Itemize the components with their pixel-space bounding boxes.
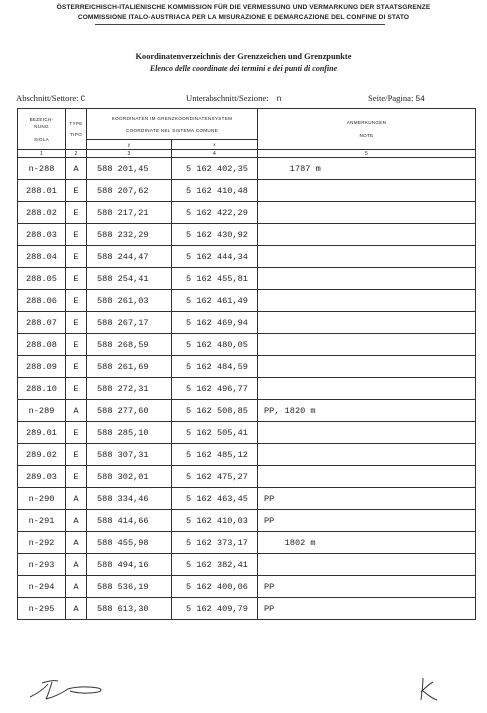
cell-note: PP xyxy=(258,598,476,620)
cell-y: 588 536,19 xyxy=(87,576,172,598)
cell-note: 1787 m xyxy=(258,158,476,180)
table-row xyxy=(18,576,476,598)
cell-y: 588 455,98 xyxy=(87,532,172,554)
cell-y: 588 613,30 xyxy=(87,598,172,620)
cell-sigla: 288.07 xyxy=(18,312,66,334)
signature-right xyxy=(417,676,441,702)
cell-note xyxy=(258,246,476,268)
cell-x: 5 162 463,45 xyxy=(172,488,258,510)
subsection-value: n xyxy=(276,95,282,104)
cell-note: PP xyxy=(258,488,476,510)
cell-note xyxy=(258,378,476,400)
cell-type: A xyxy=(66,400,87,422)
cell-x: 5 162 430,92 xyxy=(172,224,258,246)
subsection-field xyxy=(186,93,281,104)
cell-x: 5 162 373,17 xyxy=(172,532,258,554)
cell-sigla: n-288 xyxy=(18,158,66,180)
header-x: x xyxy=(172,140,258,150)
document-title-german: Koordinatenverzeichnis der Grenzzeichen und Grenzpunkte xyxy=(135,52,352,61)
cell-type: E xyxy=(66,312,87,334)
cell-type: A xyxy=(66,598,87,620)
signature-left xyxy=(28,675,108,703)
cell-x: 5 162 475,27 xyxy=(172,466,258,488)
table-row xyxy=(18,488,476,510)
cell-type: E xyxy=(66,290,87,312)
document-title-italian: Elenco delle coordinate dei termini e dei punti di confine xyxy=(149,64,338,73)
cell-type: E xyxy=(66,268,87,290)
cell-sigla: 288.08 xyxy=(18,334,66,356)
section-field xyxy=(16,93,85,104)
table-row xyxy=(18,422,476,444)
header-notes xyxy=(258,109,476,150)
cell-sigla: 288.01 xyxy=(18,180,66,202)
cell-y: 588 244,47 xyxy=(87,246,172,268)
cell-sigla: 288.03 xyxy=(18,224,66,246)
cell-x: 5 162 410,03 xyxy=(172,510,258,532)
cell-type: E xyxy=(66,180,87,202)
cell-y: 588 201,45 xyxy=(87,158,172,180)
cell-type: A xyxy=(66,488,87,510)
cell-sigla: n-289 xyxy=(18,400,66,422)
column-number-2: 2 xyxy=(66,150,87,158)
cell-note xyxy=(258,422,476,444)
header-coordinates-german: KOORDINATEN IM GRENZKOORDINATENSYSTEM xyxy=(111,115,233,121)
table-row xyxy=(18,598,476,620)
cell-note xyxy=(258,334,476,356)
cell-type: E xyxy=(66,202,87,224)
header-coordinates-italian: COORDINATE NEL SISTEMA COMUNE xyxy=(126,127,218,133)
cell-type: A xyxy=(66,158,87,180)
header-y: y xyxy=(87,140,172,150)
cell-x: 5 162 444,34 xyxy=(172,246,258,268)
cell-sigla: 288.04 xyxy=(18,246,66,268)
header-coordinates xyxy=(87,109,258,140)
cell-y: 588 261,69 xyxy=(87,356,172,378)
cell-y: 588 334,46 xyxy=(87,488,172,510)
cell-y: 588 267,17 xyxy=(87,312,172,334)
cell-y: 588 277,60 xyxy=(87,400,172,422)
header-designation xyxy=(18,109,66,150)
table-row xyxy=(18,378,476,400)
cell-type: E xyxy=(66,246,87,268)
cell-type: A xyxy=(66,576,87,598)
table-row xyxy=(18,202,476,224)
cell-y: 588 207,62 xyxy=(87,180,172,202)
cell-type: A xyxy=(66,510,87,532)
cell-type: E xyxy=(66,378,87,400)
cell-x: 5 162 484,59 xyxy=(172,356,258,378)
cell-y: 588 285,10 xyxy=(87,422,172,444)
header-notes-german: ANMERKUNGEN xyxy=(346,120,387,125)
cell-type: E xyxy=(66,356,87,378)
section-label: Abschnitt/Settore: xyxy=(16,93,79,103)
cell-y: 588 268,59 xyxy=(87,334,172,356)
subsection-label: Unterabschnitt/Sezione: xyxy=(186,93,269,103)
table-row xyxy=(18,334,476,356)
cell-note xyxy=(258,202,476,224)
cell-x: 5 162 461,49 xyxy=(172,290,258,312)
table-row xyxy=(18,290,476,312)
commission-title-german: ÖSTERREICHISCH-ITALIENISCHE KOMMISSION FÜR DIE VERMESSUNG UND VERMARKUNG DER STAATSGRENZE xyxy=(56,4,431,11)
cell-sigla: 288.06 xyxy=(18,290,66,312)
cell-y: 588 302,01 xyxy=(87,466,172,488)
cell-x: 5 162 382,41 xyxy=(172,554,258,576)
table-row xyxy=(18,444,476,466)
cell-type: A xyxy=(66,532,87,554)
cell-note xyxy=(258,290,476,312)
header-designation-german: BEZEICH-NUNG xyxy=(29,116,54,129)
cell-x: 5 162 410,48 xyxy=(172,180,258,202)
cell-sigla: n-293 xyxy=(18,554,66,576)
cell-sigla: 289.01 xyxy=(18,422,66,444)
cell-note xyxy=(258,356,476,378)
cell-note: PP xyxy=(258,510,476,532)
column-number-4: 4 xyxy=(172,150,258,158)
cell-note: 1802 m xyxy=(258,532,476,554)
cell-sigla: 289.03 xyxy=(18,466,66,488)
table-row xyxy=(18,356,476,378)
header-designation-italian: SIGLA xyxy=(33,136,50,142)
cell-note xyxy=(258,444,476,466)
cell-x: 5 162 508,85 xyxy=(172,400,258,422)
cell-y: 588 414,66 xyxy=(87,510,172,532)
coordinate-table xyxy=(17,108,476,620)
cell-sigla: 288.05 xyxy=(18,268,66,290)
cell-x: 5 162 480,05 xyxy=(172,334,258,356)
table-row xyxy=(18,532,476,554)
cell-note xyxy=(258,554,476,576)
cell-y: 588 254,41 xyxy=(87,268,172,290)
cell-sigla: 289.02 xyxy=(18,444,66,466)
commission-title-italian: COMMISSIONE ITALO-AUSTRIACA PER LA MISURAZIONE E DEMARCAZIONE DEL CONFINE DI STATO xyxy=(77,14,410,21)
cell-sigla: n-295 xyxy=(18,598,66,620)
cell-x: 5 162 409,79 xyxy=(172,598,258,620)
table-row xyxy=(18,224,476,246)
table-row xyxy=(18,312,476,334)
cell-type: E xyxy=(66,422,87,444)
column-number-3: 3 xyxy=(87,150,172,158)
cell-x: 5 162 422,29 xyxy=(172,202,258,224)
cell-note xyxy=(258,268,476,290)
cell-type: E xyxy=(66,444,87,466)
cell-y: 588 232,29 xyxy=(87,224,172,246)
cell-sigla: n-290 xyxy=(18,488,66,510)
cell-y: 588 307,31 xyxy=(87,444,172,466)
cell-sigla: n-291 xyxy=(18,510,66,532)
table-row xyxy=(18,400,476,422)
table-row xyxy=(18,510,476,532)
cell-sigla: 288.09 xyxy=(18,356,66,378)
cell-x: 5 162 485,12 xyxy=(172,444,258,466)
cell-sigla: 288.10 xyxy=(18,378,66,400)
cell-x: 5 162 400,06 xyxy=(172,576,258,598)
cell-type: E xyxy=(66,334,87,356)
column-number-1: 1 xyxy=(18,150,66,158)
table-row xyxy=(18,158,476,180)
cell-note xyxy=(258,224,476,246)
cell-type: E xyxy=(66,224,87,246)
cell-x: 5 162 402,35 xyxy=(172,158,258,180)
table-row xyxy=(18,268,476,290)
cell-note xyxy=(258,312,476,334)
header-notes-italian: NOTE xyxy=(359,133,374,138)
cell-y: 588 494,16 xyxy=(87,554,172,576)
table-row xyxy=(18,246,476,268)
section-value: C xyxy=(80,95,86,104)
page-number-field xyxy=(368,93,425,104)
cell-x: 5 162 496,77 xyxy=(172,378,258,400)
table-row xyxy=(18,180,476,202)
cell-sigla: 288.02 xyxy=(18,202,66,224)
cell-note xyxy=(258,180,476,202)
cell-sigla: n-292 xyxy=(18,532,66,554)
table-row xyxy=(18,466,476,488)
column-number-5: 5 xyxy=(258,150,476,158)
cell-type: E xyxy=(66,466,87,488)
cell-note: PP xyxy=(258,576,476,598)
cell-note: PP, 1820 m xyxy=(258,400,476,422)
cell-x: 5 162 455,81 xyxy=(172,268,258,290)
page-number-value: 54 xyxy=(415,95,425,104)
header-type xyxy=(66,109,87,150)
header-type-italian: TIPO xyxy=(70,132,82,137)
page-number-label: Seite/Pagina: xyxy=(368,93,414,103)
cell-x: 5 162 505,41 xyxy=(172,422,258,444)
cell-y: 588 261,03 xyxy=(87,290,172,312)
cell-y: 588 272,31 xyxy=(87,378,172,400)
cell-x: 5 162 469,94 xyxy=(172,312,258,334)
cell-y: 588 217,21 xyxy=(87,202,172,224)
header-type-german: TYPE xyxy=(69,121,83,126)
table-row xyxy=(18,554,476,576)
header-rule xyxy=(95,24,385,25)
cell-sigla: n-294 xyxy=(18,576,66,598)
cell-type: A xyxy=(66,554,87,576)
cell-note xyxy=(258,466,476,488)
